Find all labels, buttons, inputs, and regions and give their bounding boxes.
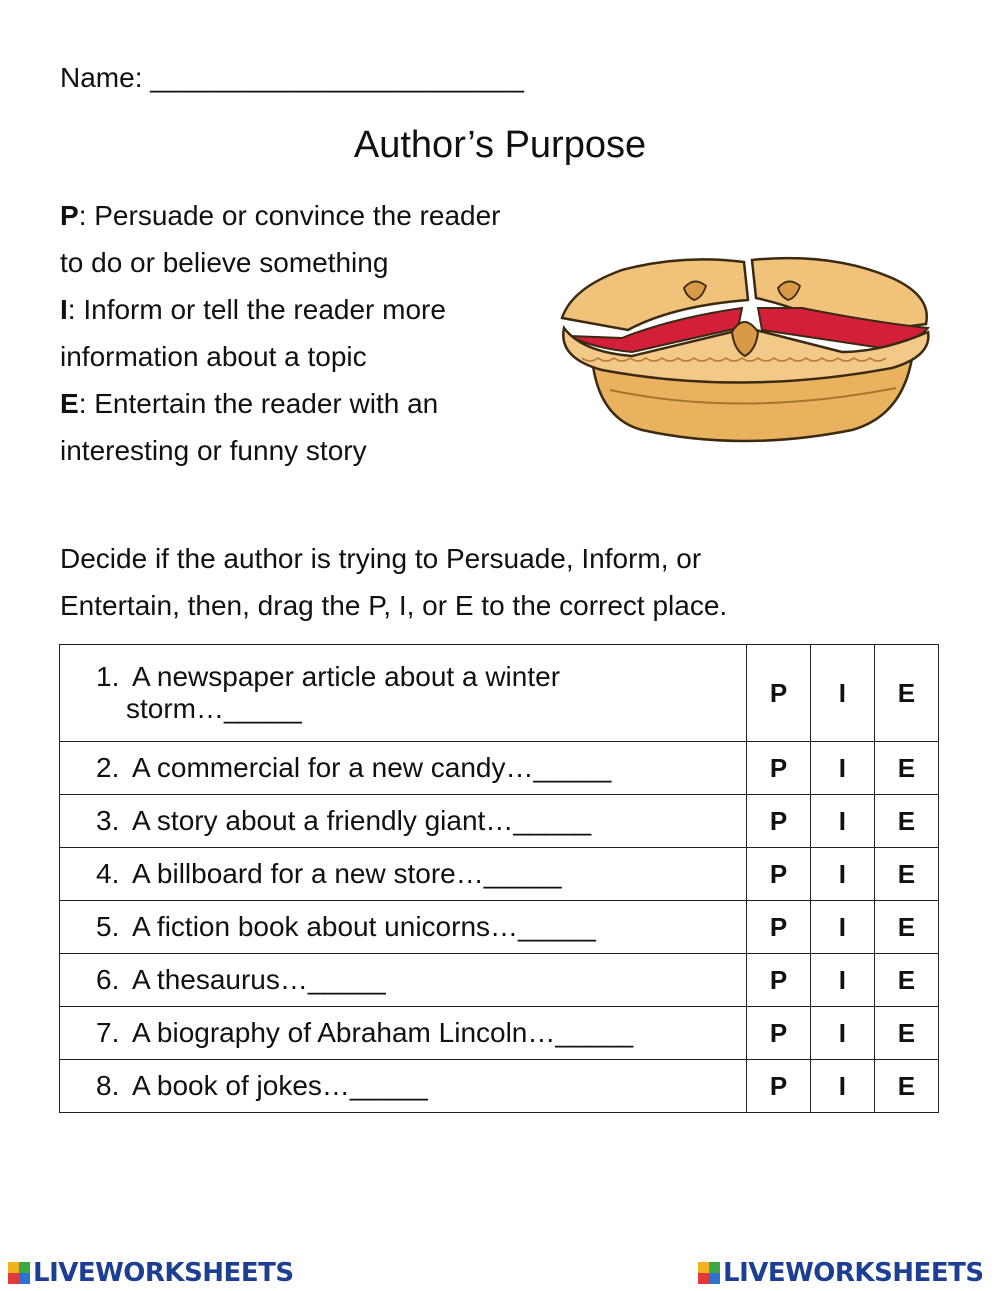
- instructions-line: Decide if the author is trying to Persuade, Inform, or: [60, 543, 702, 574]
- question-item: [60, 901, 747, 954]
- liveworksheets-logo-icon: [8, 1262, 30, 1284]
- choice-p[interactable]: P: [746, 901, 810, 954]
- choice-i[interactable]: I: [811, 742, 875, 795]
- footer-logo-left: [8, 1258, 294, 1288]
- question-number: 7.: [96, 1017, 120, 1048]
- choice-p[interactable]: P: [746, 795, 810, 848]
- question-text: A story about a friendly giant…_____: [132, 805, 592, 836]
- question-item: [60, 645, 747, 742]
- question-number: 2.: [96, 752, 120, 783]
- question-number: 4.: [96, 858, 120, 889]
- table-row: [60, 1007, 939, 1060]
- question-text: A fiction book about unicorns…_____: [132, 911, 596, 942]
- definition-text: : Persuade or convince the reader: [78, 200, 501, 231]
- question-text: A book of jokes…_____: [132, 1070, 428, 1101]
- instructions-line: Entertain, then, drag the P, I, or E to the correct place.: [60, 590, 728, 621]
- definition-letter: E: [60, 388, 79, 419]
- choice-p[interactable]: P: [746, 1060, 810, 1113]
- definition-text: : Entertain the reader with an: [78, 388, 439, 419]
- definition-text: interesting or funny story: [60, 435, 367, 466]
- choice-e[interactable]: E: [874, 645, 938, 742]
- definition-letter: I: [60, 294, 68, 325]
- question-number: 6.: [96, 964, 120, 995]
- choice-i[interactable]: I: [811, 954, 875, 1007]
- definition-letter: P: [60, 200, 79, 231]
- question-text-continued: storm…_____: [126, 693, 302, 724]
- question-item: [60, 954, 747, 1007]
- question-text: A billboard for a new store…_____: [132, 858, 562, 889]
- question-text: A biography of Abraham Lincoln…_____: [132, 1017, 634, 1048]
- choice-i[interactable]: I: [811, 1060, 875, 1113]
- choice-p[interactable]: P: [746, 645, 810, 742]
- choice-i[interactable]: I: [811, 901, 875, 954]
- choice-e[interactable]: E: [874, 1060, 938, 1113]
- choice-p[interactable]: P: [746, 954, 810, 1007]
- choice-i[interactable]: I: [811, 848, 875, 901]
- question-item: [60, 1060, 747, 1113]
- question-number: 1.: [96, 661, 120, 692]
- table-row: [60, 742, 939, 795]
- question-number: 5.: [96, 911, 120, 942]
- logo-text: LIVEWORKSHEETS: [723, 1258, 984, 1288]
- definitions: [60, 192, 580, 474]
- question-text: A commercial for a new candy…_____: [132, 752, 612, 783]
- choice-p[interactable]: P: [746, 848, 810, 901]
- question-number: 8.: [96, 1070, 120, 1101]
- choice-i[interactable]: I: [811, 1007, 875, 1060]
- definition-i: [60, 286, 580, 333]
- liveworksheets-logo-icon: [698, 1262, 720, 1284]
- definition-p: [60, 192, 580, 239]
- instructions: [60, 535, 960, 629]
- question-text: A thesaurus…_____: [132, 964, 386, 995]
- choice-e[interactable]: E: [874, 1007, 938, 1060]
- question-text: A newspaper article about a winter: [132, 661, 561, 692]
- table-row: [60, 1060, 939, 1113]
- pie-illustration-icon: [552, 248, 936, 444]
- table-row: [60, 901, 939, 954]
- page-title: Author’s Purpose: [353, 124, 647, 166]
- name-field-label: Name: ________________________: [60, 62, 524, 93]
- table-row: [60, 795, 939, 848]
- choice-i[interactable]: I: [811, 795, 875, 848]
- choice-e[interactable]: E: [874, 795, 938, 848]
- table-row: [60, 645, 939, 742]
- definition-text: information about a topic: [60, 341, 367, 372]
- question-number: 3.: [96, 805, 120, 836]
- logo-text: LIVEWORKSHEETS: [33, 1258, 294, 1288]
- choice-i[interactable]: I: [811, 645, 875, 742]
- choice-p[interactable]: P: [746, 1007, 810, 1060]
- table-row: [60, 848, 939, 901]
- table-row: [60, 954, 939, 1007]
- choice-p[interactable]: P: [746, 742, 810, 795]
- choice-e[interactable]: E: [874, 848, 938, 901]
- question-table: [59, 644, 939, 1113]
- question-item: [60, 795, 747, 848]
- footer-logo-right: [698, 1258, 984, 1288]
- choice-e[interactable]: E: [874, 742, 938, 795]
- question-item: [60, 1007, 747, 1060]
- question-item: [60, 848, 747, 901]
- definition-text: : Inform or tell the reader more: [67, 294, 446, 325]
- definition-e: [60, 380, 580, 427]
- definition-text: to do or believe something: [60, 247, 389, 278]
- choice-e[interactable]: E: [874, 901, 938, 954]
- question-item: [60, 742, 747, 795]
- choice-e[interactable]: E: [874, 954, 938, 1007]
